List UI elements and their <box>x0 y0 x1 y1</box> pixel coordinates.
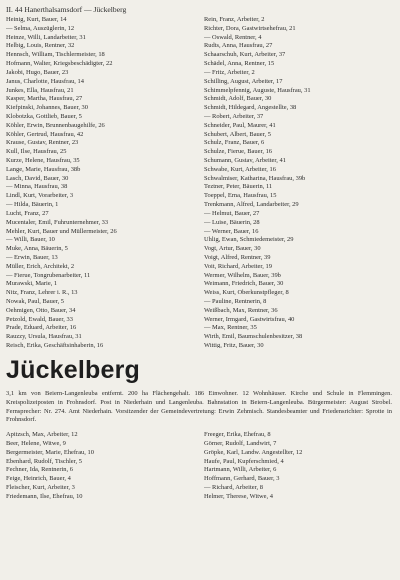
directory-entry: Weiss, Kurt, Oberkunstpfleger, 8 <box>204 289 289 297</box>
directory-entry: Krause, Gustav, Rentner, 23 <box>6 139 79 147</box>
directory-entry: Gröpke, Karl, Landw. Angestellter, 12 <box>204 448 303 456</box>
directory-entry: Prade, Eduard, Arbeiter, 16 <box>6 324 77 332</box>
top-left-column <box>6 16 194 348</box>
directory-entry: Lucht, Franz, 27 <box>6 209 49 217</box>
directory-entry: Schaarschuh, Kurt, Arbeiter, 37 <box>204 51 286 59</box>
directory-entry: Vogt, Artur, Bauer, 30 <box>204 245 261 253</box>
directory-entry: Haufe, Paul, Kupferschmied, 4 <box>204 457 284 465</box>
directory-entry: Heinze, Willi, Landarbeiter, 31 <box>6 33 86 41</box>
section-title: Jückelberg <box>6 356 141 384</box>
directory-entry: Kiefpinski, Johannes, Bauer, 30 <box>6 104 88 112</box>
directory-entry: Weimann, Friedrich, Bauer, 30 <box>204 280 284 288</box>
directory-entry: Köhler, Erwin, Brunnenbaugehilfe, 26 <box>6 121 105 129</box>
directory-entry: — Richard, Arbeiter, 8 <box>204 484 263 492</box>
directory-entry: Jakobi, Hugo, Bauer, 23 <box>6 68 69 76</box>
bottom-columns <box>6 431 392 571</box>
directory-entry: Fleischer, Kurt, Arbeiter, 3 <box>6 484 75 492</box>
directory-entry: — Oswald, Rentner, 4 <box>204 33 262 41</box>
directory-entry: Rudts, Anna, Hausfrau, 27 <box>204 42 273 50</box>
directory-entry: Petzold, Ewald, Bauer, 33 <box>6 315 73 323</box>
directory-entry: Freeger, Erika, Ehefrau, 8 <box>204 431 271 439</box>
directory-entry: Junkes, Ella, Hausfrau, 21 <box>6 86 74 94</box>
directory-entry: Wirth, Emil, Baumschulenbesitzer, 38 <box>204 333 303 341</box>
directory-entry: Schädel, Anna, Rentner, 15 <box>204 60 275 68</box>
section-description: 3,1 km von Beiern-Langenleuba entfernt. 200 ha Flächengehalt. 186 Einwohner. 12 Wohnhäuser. Kirche und Schule in Flemmingen. Kreispolizeiposten in Frohnsdorf. Post in Niederhain und Langenleuba. Bahnstation in Beiern-Langenleuba. Bürgermeister: August Strobel. Fernsprecher: Nr. 274. Amt Niederhain. Vorsitzender der Gemeindevertretung: Erwin Zehmisch. Standesbeamter und Friedensrichter: Sprotte in Frohnsdorf. <box>6 390 392 424</box>
directory-entry: Reisch, Erika, Geschäftsinhaberin, 16 <box>6 342 104 348</box>
directory-entry: — Helmut, Bauer, 27 <box>204 209 260 217</box>
directory-entry: — Selma, Auszüglerin, 12 <box>6 24 75 32</box>
directory-entry: Rauzzy, Ursula, Hausfrau, 31 <box>6 333 82 341</box>
directory-entry: Feige, Heinrich, Bauer, 4 <box>6 475 71 483</box>
directory-entry: Beer, Helene, Witwe, 9 <box>6 440 66 447</box>
directory-entry: Wittig, Fritz, Bauer, 30 <box>204 342 264 348</box>
directory-entry: Hennsch, William, Tischlermeister, 18 <box>6 51 105 59</box>
directory-entry: Helbig, Louis, Rentner, 32 <box>6 42 75 50</box>
bottom-right-column <box>204 431 392 571</box>
top-right-column <box>204 16 392 348</box>
directory-entry: — Willi, Bauer, 10 <box>6 236 55 244</box>
directory-entry: — Luise, Bäuerin, 28 <box>204 218 260 226</box>
directory-entry: Schulze, Fierue, Bauer, 16 <box>204 148 273 156</box>
directory-entry: Ebenhard, Rudolf, Tischler, 5 <box>6 457 82 465</box>
directory-entry: Schimmelpfennig, Auguste, Hausfrau, 31 <box>204 86 311 94</box>
directory-entry: Müller, Erich, Architekt, 2 <box>6 262 75 270</box>
directory-entry: Oehmigen, Otto, Bauer, 34 <box>6 306 76 314</box>
directory-entry: Heinig, Kurt, Bauer, 14 <box>6 16 67 23</box>
directory-entry: Nowak, Paul, Bauer, 5 <box>6 298 65 305</box>
directory-entry: Voit, Richard, Arbeiter, 19 <box>204 262 272 270</box>
directory-entry: Weißbach, Max, Rentner, 36 <box>204 306 278 314</box>
directory-entry: Schulz, Franz, Bauer, 6 <box>204 139 265 147</box>
directory-entry: Hofmann, Walter, Kriegsbeschädigter, 22 <box>6 60 113 68</box>
directory-entry: Teztner, Peter, Bäuerin, 11 <box>204 183 273 191</box>
directory-entry: — Pauline, Rentnerin, 8 <box>204 298 267 305</box>
directory-entry: Uhlig, Ewan, Schmiedemeister, 29 <box>204 236 294 244</box>
directory-entry: Friedemann, Ilse, Ehefrau, 10 <box>6 492 83 500</box>
directory-entry: Richter, Dora, Gastwirtsehefrau, 21 <box>204 24 296 32</box>
directory-entry: Lange, Marie, Hausfrau, 38b <box>6 165 81 173</box>
directory-entry: Schumann, Gustav, Arbeiter, 41 <box>204 157 286 164</box>
directory-entry: Köhler, Gertrud, Hausfrau, 42 <box>6 130 84 138</box>
directory-entry: Werner, Irmgard, Gastwirtsfrau, 40 <box>204 315 295 323</box>
directory-entry: Hoffmann, Gerhard, Bauer, 3 <box>204 475 280 483</box>
bottom-left-column <box>6 431 194 571</box>
directory-entry: Lasch, David, Bauer, 30 <box>6 174 69 182</box>
directory-entry: — Fritz, Arbeiter, 2 <box>204 68 255 76</box>
directory-entry: Bergermeister, Marie, Ehefrau, 10 <box>6 448 94 456</box>
directory-entry: — Minna, Hausfrau, 38 <box>6 183 68 191</box>
directory-entry: Klobotzka, Gottlieb, Bauer, 5 <box>6 112 82 120</box>
directory-entry: Schilling, August, Arbeiter, 17 <box>204 77 283 85</box>
directory-entry: Nitz, Franz, Lehrer i. R., 13 <box>6 289 78 297</box>
directory-entry: Hartmann, Willi, Arbeiter, 6 <box>204 466 277 474</box>
directory-entry: Schubert, Albert, Bauer, 5 <box>204 130 271 138</box>
directory-entry: — Fierue, Tongrubenarbeiter, 11 <box>6 271 91 279</box>
directory-entry: Kull, Ilse, Hausfrau, 25 <box>6 148 67 156</box>
directory-entry: Wermer, Wilhelm, Bauer, 39b <box>204 271 281 279</box>
directory-entry: — Hilda, Bäuerin, 1 <box>6 201 59 209</box>
directory-entry: Helmer, Therese, Witwe, 4 <box>204 492 273 500</box>
directory-entry: Murawski, Marie, 1 <box>6 280 58 288</box>
directory-entry: Trenkmann, Alfred, Landarbeiter, 29 <box>204 201 299 209</box>
directory-entry: Schneider, Paul, Maurer, 41 <box>204 121 276 129</box>
directory-entry: Lindl, Kurt, Vorarbeiter, 3 <box>6 192 74 200</box>
directory-entry: Schwalmiser, Katharina, Hausfrau, 39b <box>204 174 306 182</box>
top-columns <box>6 16 392 348</box>
directory-entry: — Werner, Bauer, 16 <box>204 227 259 235</box>
directory-entry: Kurze, Helene, Hausfrau, 35 <box>6 157 80 164</box>
page-header: II. 44 Hanerthalsamsdorf — Jückelberg <box>6 5 127 14</box>
directory-entry: — Erwin, Bauer, 13 <box>6 253 58 261</box>
directory-entry: Mucentaler, Emil, Fuhrunternehmer, 33 <box>6 218 109 226</box>
directory-entry: Schmidt, Adolf, Bauer, 30 <box>204 95 272 103</box>
directory-entry: — Max, Rentner, 35 <box>204 324 257 332</box>
directory-entry: — Robert, Arbeiter, 37 <box>204 112 264 120</box>
directory-entry: Görner, Rudolf, Landwirt, 7 <box>204 440 277 447</box>
directory-entry: Apitzsch, Max, Arbeiter, 12 <box>6 431 78 439</box>
directory-entry: Toeppel, Erna, Hausfrau, 15 <box>204 192 277 200</box>
directory-entry: Fechner, Ida, Rentnerin, 6 <box>6 466 73 474</box>
directory-entry: Schmidt, Hildegard, Angestellte, 38 <box>204 104 297 112</box>
directory-entry: Voigt, Alfred, Rentner, 39 <box>204 253 271 261</box>
directory-entry: Schwabe, Kurt, Arbeiter, 16 <box>204 165 276 173</box>
directory-entry: Kasper, Martha, Hausfrau, 27 <box>6 95 83 103</box>
directory-entry: Janus, Charlotte, Hausfrau, 14 <box>6 77 84 85</box>
directory-entry: Mehler, Kurt, Bauer und Müllermeister, 26 <box>6 227 117 235</box>
directory-entry: Muke, Anna, Bäuerin, 5 <box>6 245 68 253</box>
directory-entry: Rein, Franz, Arbeiter, 2 <box>204 16 265 23</box>
